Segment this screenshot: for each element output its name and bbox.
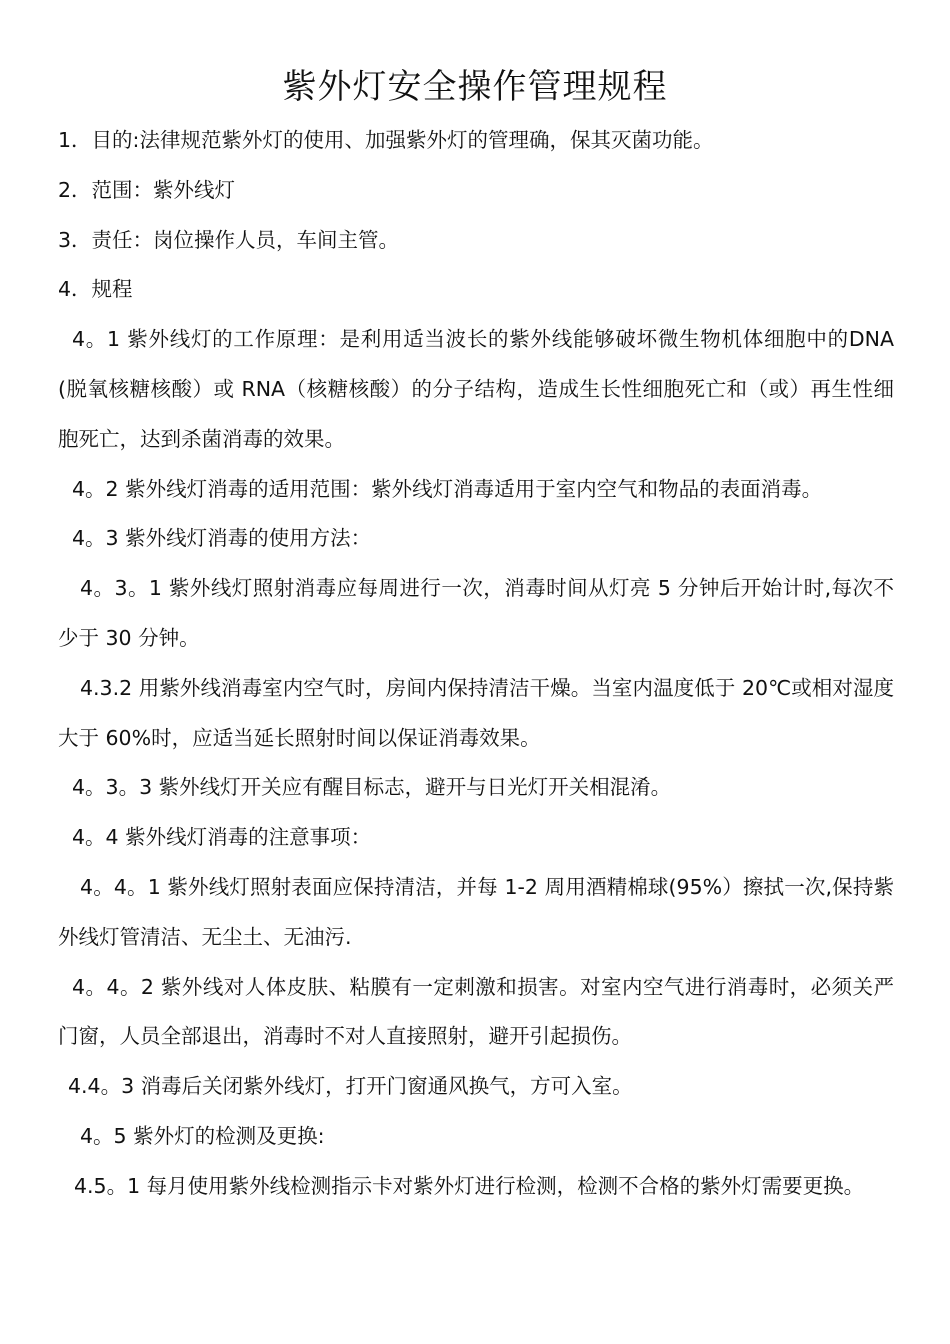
paragraph-4-4-2: 4。4。2 紫外线对人体皮肤、粘膜有一定刺激和损害。对室内空气进行消毒时，必须关严门窗，人员全部退出，消毒时不对人直接照射，避开引起损伤。 xyxy=(58,974,894,1049)
paragraph-responsibility: 3．责任：岗位操作人员，车间主管。 xyxy=(58,227,400,252)
paragraph-4-5-1: 4.5。1 每月使用紫外线检测指示卡对紫外灯进行检测，检测不合格的紫外灯需要更换。 xyxy=(74,1173,865,1198)
paragraph-4-1: 4。1 紫外线灯的工作原理：是利用适当波长的紫外线能够破坏微生物机体细胞中的DNA(脱氧核糖核酸）或 RNA（核糖核酸）的分子结构，造成生长性细胞死亡和（或）再生性细胞死亡，达到杀菌消毒的效果。 xyxy=(58,327,894,451)
paragraph-4-4-1: 4。4。1 紫外线灯照射表面应保持清洁，并每 1-2 周用酒精棉球(95%）擦拭一次,保持紫外线灯管清洁、无尘土、无油污. xyxy=(58,874,894,949)
paragraph-scope: 2．范围：紫外线灯 xyxy=(58,177,236,202)
paragraph-purpose: 1．目的:法律规范紫外灯的使用、加强紫外灯的管理确，保其灭菌功能。 xyxy=(58,128,714,152)
paragraph-4-3: 4。3 紫外线灯消毒的使用方法： xyxy=(72,526,372,551)
paragraph-4-3-3: 4。3。3 紫外线灯开关应有醒目标志，避开与日光灯开关相混淆。 xyxy=(72,775,672,800)
paragraph-4-5: 4。5 紫外灯的检测及更换: xyxy=(80,1123,325,1148)
paragraph-4-3-1: 4。3。1 紫外线灯照射消毒应每周进行一次，消毒时间从灯亮 5 分钟后开始计时,每次不少于 30 分钟。 xyxy=(58,576,894,650)
paragraph-4-4-3: 4.4。3 消毒后关闭紫外线灯，打开门窗通风换气，方可入室。 xyxy=(68,1074,633,1099)
paragraph-procedure-heading: 4．规程 xyxy=(58,277,133,302)
paragraph-4-3-2: 4.3.2 用紫外线消毒室内空气时，房间内保持清洁干燥。当室内温度低于 20℃或相对湿度大于 60%时，应适当延长照射时间以保证消毒效果。 xyxy=(58,675,894,750)
paragraph-4-2: 4。2 紫外线灯消毒的适用范围：紫外线灯消毒适用于室内空气和物品的表面消毒。 xyxy=(72,476,823,501)
paragraph-4-4: 4。4 紫外线灯消毒的注意事项： xyxy=(72,825,372,850)
document-body xyxy=(58,116,894,1212)
document-title: 紫外灯安全操作管理规程 xyxy=(282,67,668,107)
